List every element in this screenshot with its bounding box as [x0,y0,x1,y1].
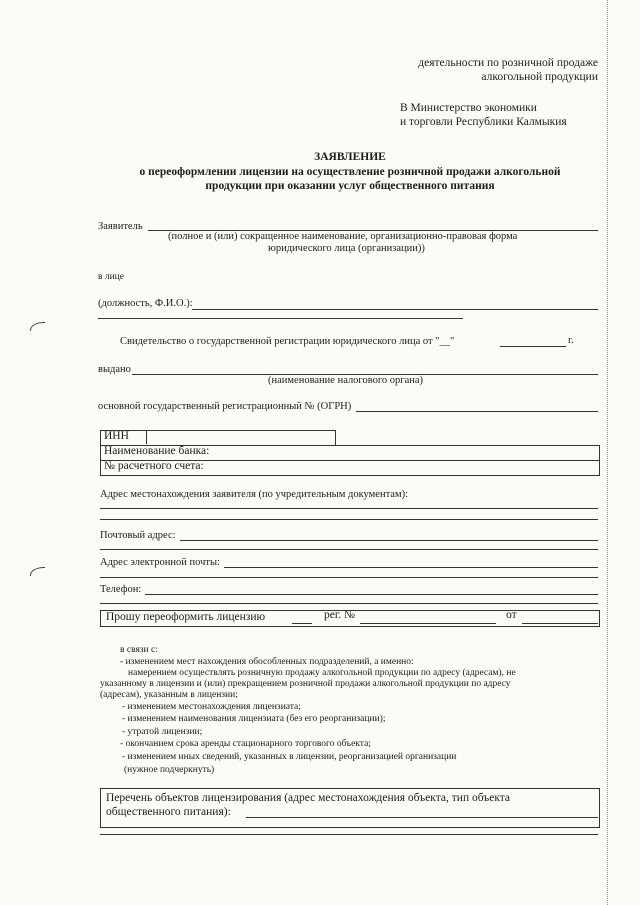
reasons-note: (нужное подчеркнуть) [124,765,215,775]
applicant-label: Заявитель [98,221,143,232]
document-subtitle1: о переоформлении лицензии на осуществление розничной продажи алкогольной [139,166,561,178]
reasons-intro: в связи с: [120,645,158,655]
ogrn-label: основной государственный регистрационный № (ОГРН) [98,401,352,412]
reg-number-line[interactable] [360,623,496,624]
postal-label: Почтовый адрес: [100,530,176,541]
certificate-date-line[interactable] [500,346,566,347]
applicant-hint1: (полное и (или) сокращенное наименование, организационно-правовая форма [168,231,518,242]
postal-field-line2[interactable] [100,549,598,550]
applicant-hint2: юридического лица (организации)) [268,243,425,254]
request-field-line[interactable] [292,623,312,624]
address-label: Адрес местонахождения заявителя (по учредительным документам): [100,489,409,500]
reason-5: - утратой лицензии; [122,727,203,737]
email-field-line[interactable] [224,567,598,568]
objects-field-line[interactable] [246,817,598,818]
request-date-line[interactable] [522,623,598,624]
certificate-year-suffix: г. [568,335,574,346]
inn-divider [146,430,147,444]
person-label: в лице [98,272,124,282]
ogrn-field-line[interactable] [356,411,598,412]
address-field-line2[interactable] [100,519,598,520]
address-field-line[interactable] [100,508,598,509]
inn-row[interactable] [100,430,336,446]
phone-field-line2[interactable] [100,603,598,604]
request-from-label: от [506,609,517,621]
phone-field-line[interactable] [145,594,598,595]
reason-1: - изменением мест нахождения обособленных подразделений, а именно: [120,657,414,667]
header-line1: деятельности по розничной продаже [418,57,598,69]
header-line2: алкогольной продукции [481,71,598,83]
request-text: Прошу переоформить лицензию [106,611,266,623]
email-label: Адрес электронной почты: [100,557,220,568]
account-label: № расчетного счета: [104,460,204,472]
recipient-line2: и торговли Республики Калмыкия [400,116,567,128]
reason-4: - изменением наименования лицензиата (без его реорганизации); [122,714,386,724]
reason-2b: указанному в лицензии и (или) прекращением розничной продажи алкогольной продукции по адресу [100,679,511,689]
email-field-line2[interactable] [100,577,598,578]
margin-hole-mark-1 [30,322,45,331]
certificate-text: Свидетельство о государственной регистрации юридического лица от "__" [120,336,455,347]
inn-label: ИНН [104,430,129,442]
request-reg-label: рег. № [324,609,355,621]
reason-7: - изменением иных сведений, указанных в лицензии, реорганизацией организации [122,752,457,762]
reason-3: - изменением местонахождения лицензиата; [122,702,301,712]
issued-hint: (наименование налогового органа) [268,375,424,386]
document-subtitle2: продукции при оказании услуг общественного питания [205,180,495,192]
issued-label: выдано [98,364,131,375]
postal-field-line[interactable] [180,540,598,541]
reason-2c: (адресам), указанным в лицензии; [100,690,238,700]
objects-line1: Перечень объектов лицензирования (адрес местонахождения объекта, тип объекта [106,792,511,804]
position-label: (должность, Ф.И.О.): [98,298,193,309]
document-title: ЗАЯВЛЕНИЕ [314,151,386,163]
position-field-line[interactable] [192,309,598,310]
position-field-line2[interactable] [98,318,463,319]
recipient-line1: В Министерство экономики [400,102,537,114]
objects-bottom-line [100,834,598,835]
margin-hole-mark-2 [30,567,45,576]
phone-label: Телефон: [100,584,142,595]
bank-name-label: Наименование банка: [104,445,210,457]
reason-6: - окончанием срока аренды стационарного торгового объекта; [120,739,371,749]
page-edge-dots [607,0,608,905]
objects-line2: общественного питания): [106,806,231,818]
reason-2a: намерением осуществлять розничную продажу алкогольной продукции по адресу (адресам), не [128,668,516,678]
